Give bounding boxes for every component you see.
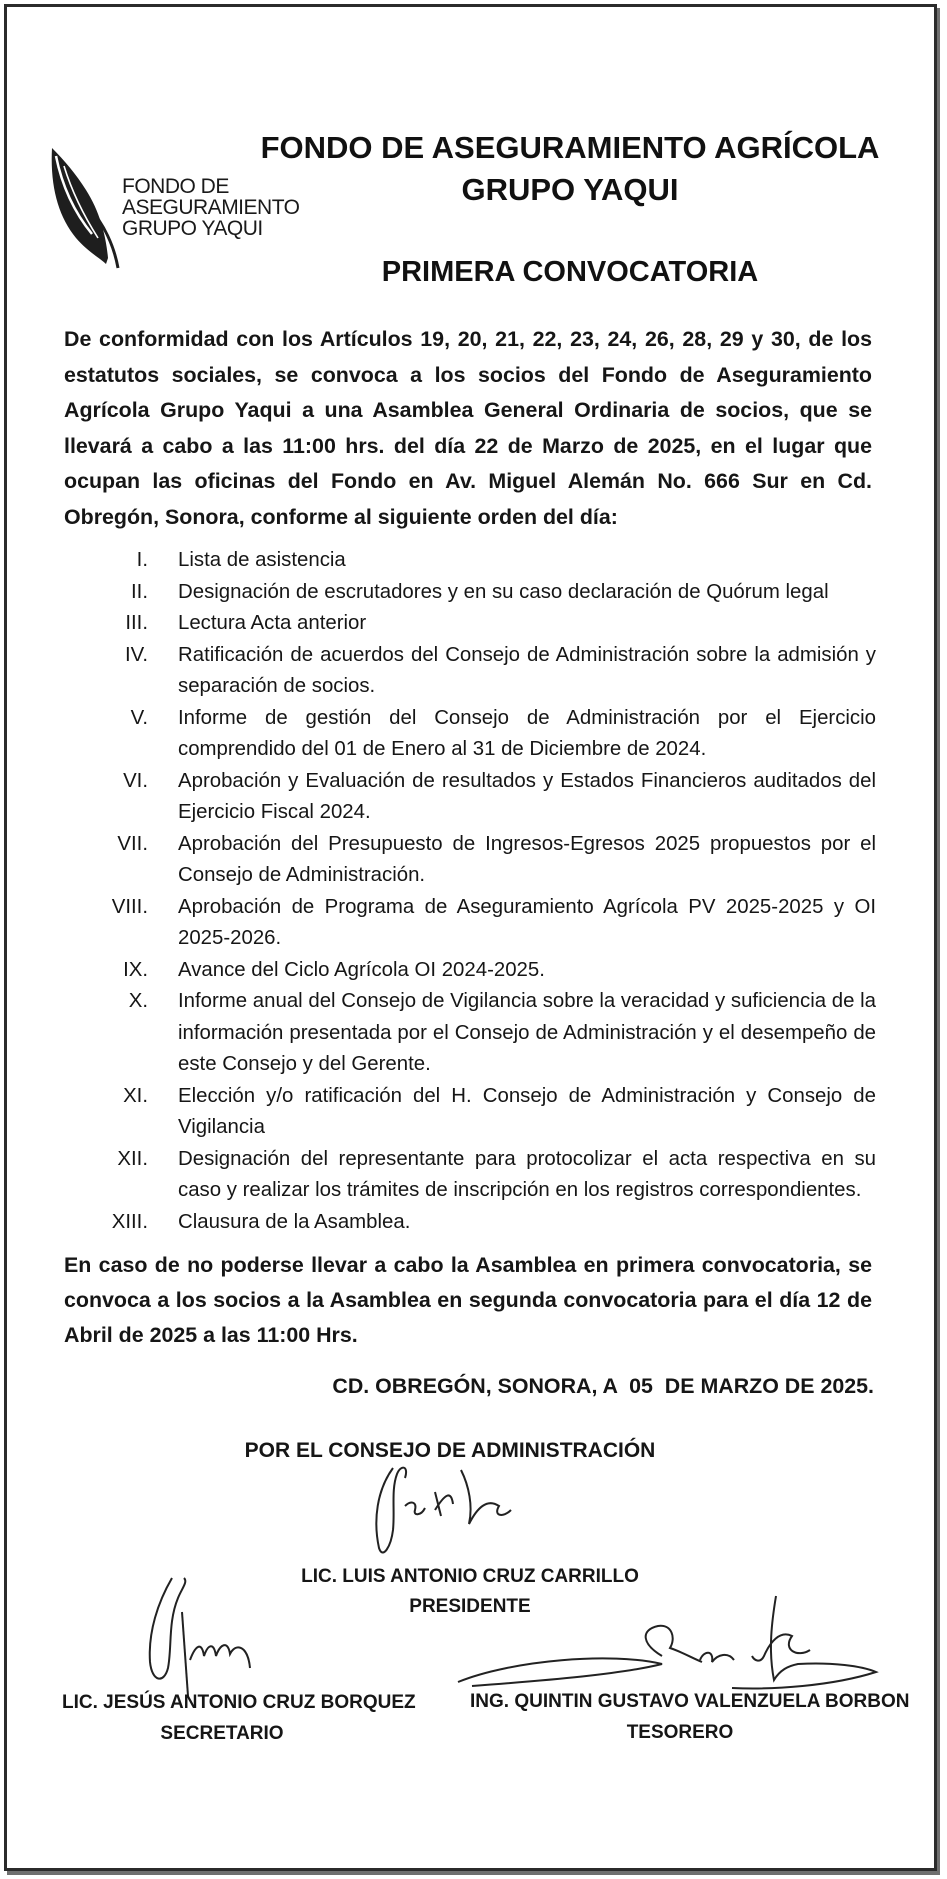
- logo-line: FONDO DE: [122, 175, 229, 198]
- agenda-item: [96, 577, 876, 609]
- president-name: LIC. LUIS ANTONIO CRUZ CARRILLO: [301, 1566, 639, 1587]
- agenda-number: II.: [131, 580, 148, 603]
- agenda-text: Informe de gestión del Consejo de Administración por el Ejercicio comprendido del 01 de Enero al 31 de Diciembre de 2024.: [178, 706, 876, 760]
- agenda-item: [96, 766, 876, 829]
- agenda-text: Informe anual del Consejo de Vigilancia sobre la veracidad y suficiencia de la información presentada por el Consejo de Administración y el desempeño de este Consejo y del Gerente.: [178, 990, 876, 1075]
- agenda-number: V.: [130, 706, 148, 729]
- organization-logo: [48, 146, 300, 271]
- agenda-text: Clausura de la Asamblea.: [178, 1210, 411, 1233]
- organization-subtitle: GRUPO YAQUI: [461, 172, 679, 207]
- agenda-text: Lista de asistencia: [178, 549, 346, 571]
- leaf-emblem-icon: [48, 146, 128, 271]
- agenda-item: [96, 955, 876, 987]
- agenda-text: Designación del representante para protocolizar el acta respectiva en su caso y realizar los trámites de inscripción en los registros correspondientes.: [178, 1147, 876, 1201]
- secretary-signature-icon: [138, 1572, 268, 1702]
- agenda-item: [96, 608, 876, 640]
- agenda-number: VIII.: [111, 895, 148, 918]
- logo-line: GRUPO YAQUI: [122, 217, 263, 240]
- agenda-number: VII.: [117, 832, 148, 855]
- agenda-number: VI.: [123, 769, 148, 792]
- agenda-item: [96, 892, 876, 955]
- agenda-item: [96, 1207, 876, 1239]
- agenda-text: Avance del Ciclo Agrícola OI 2024-2025.: [178, 958, 545, 981]
- agenda-number: XII.: [117, 1147, 148, 1170]
- intro-paragraph: De conformidad con los Artículos 19, 20, 21, 22, 23, 24, 26, 28, 29 y 30, de los estatutos sociales, se convoca a los socios del Fondo de Aseguramiento Agrícola Grupo Yaqui a una Asamblea General Ordinaria de socios, que se llevará a cabo a las 11:00 hrs. del día 22 de Marzo de 2025, en el lugar que ocupan las oficinas del Fondo en Av. Miguel Alemán No. 666 Sur en Cd. Obregón, Sonora, conforme al siguiente orden del día:: [64, 327, 872, 529]
- agenda-item: [96, 1144, 876, 1207]
- agenda-number: IX.: [123, 958, 148, 981]
- agenda-text: Elección y/o ratificación del H. Consejo de Administración y Consejo de Vigilancia: [178, 1084, 876, 1138]
- secretary-name: LIC. JESÚS ANTONIO CRUZ BORQUEZ: [62, 1692, 416, 1713]
- agenda-item: [96, 829, 876, 892]
- agenda-item: [96, 1081, 876, 1144]
- logo-line: ASEGURAMIENTO: [122, 196, 300, 219]
- treasurer-role: TESORERO: [626, 1722, 734, 1743]
- agenda-item: [96, 986, 876, 1081]
- organization-title: FONDO DE ASEGURAMIENTO AGRÍCOLA: [260, 130, 880, 165]
- agenda-number: III.: [125, 612, 148, 634]
- place-and-date: CD. OBREGÓN, SONORA, A 05 DE MARZO DE 2025.: [332, 1374, 874, 1398]
- agenda-number: X.: [128, 990, 148, 1012]
- agenda-number: XIII.: [111, 1210, 148, 1233]
- agenda-item: [96, 703, 876, 766]
- agenda-text: Aprobación del Presupuesto de Ingresos-Egresos 2025 propuestos por el Consejo de Administración.: [178, 832, 876, 886]
- treasurer-signature-icon: [452, 1590, 882, 1700]
- agenda-text: Designación de escrutadores y en su caso declaración de Quórum legal: [178, 580, 829, 603]
- agenda-text: Lectura Acta anterior: [178, 612, 367, 634]
- page-title: PRIMERA CONVOCATORIA: [381, 256, 759, 288]
- agenda-number: I.: [136, 549, 148, 571]
- agenda-item: [96, 545, 876, 577]
- agenda-text: Aprobación de Programa de Aseguramiento Agrícola PV 2025-2025 y OI 2025-2026.: [178, 895, 876, 949]
- agenda-list: [96, 545, 876, 1238]
- closing-paragraph: En caso de no poderse llevar a cabo la Asamblea en primera convocatoria, se convoca a los socios a la Asamblea en segunda convocatoria para el día 12 de Abril de 2025 a las 11:00 Hrs.: [64, 1253, 872, 1347]
- president-signature-icon: [365, 1450, 525, 1560]
- president-role: PRESIDENTE: [409, 1596, 531, 1617]
- agenda-item: [96, 640, 876, 703]
- agenda-text: Ratificación de acuerdos del Consejo de Administración sobre la admisión y separación de socios.: [178, 643, 876, 697]
- treasurer-name: ING. QUINTIN GUSTAVO VALENZUELA BORBON: [470, 1691, 910, 1712]
- agenda-text: Aprobación y Evaluación de resultados y Estados Financieros auditados del Ejercicio Fiscal 2024.: [178, 769, 876, 823]
- council-heading: POR EL CONSEJO DE ADMINISTRACIÓN: [244, 1439, 656, 1462]
- secretary-role: SECRETARIO: [160, 1723, 284, 1744]
- agenda-number: IV.: [124, 643, 148, 666]
- agenda-number: XI.: [123, 1084, 148, 1107]
